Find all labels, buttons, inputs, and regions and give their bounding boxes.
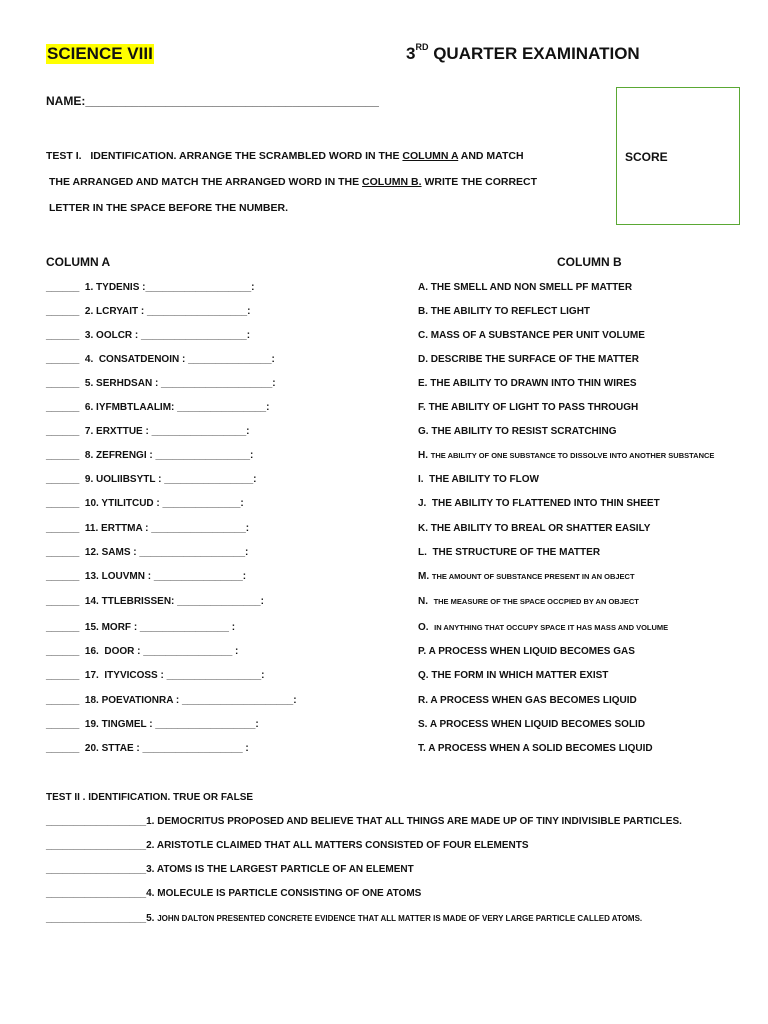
column-a-item[interactable]: ______ 16. DOOR : ________________ : — [46, 646, 239, 657]
column-b-text: A PROCESS WHEN LIQUID BECOMES SOLID — [429, 719, 646, 730]
answer-blank[interactable]: __________________ — [46, 864, 147, 875]
exam-title-text: QUARTER EXAMINATION — [428, 44, 640, 63]
score-label: SCORE — [625, 150, 668, 164]
column-b-text: THE ABILITY TO FLATTENED INTO THIN SHEET — [431, 498, 660, 509]
column-a-item[interactable]: ______ 9. UOLIIBSYTL : ________________: — [46, 474, 257, 485]
column-a-item[interactable]: ______ 11. ERTTMA : _________________: — [46, 523, 250, 534]
column-b-letter: L. — [418, 547, 433, 558]
column-b-item — [418, 330, 645, 341]
item-number: 5. — [146, 913, 158, 924]
test1-instruction-line3: LETTER IN THE SPACE BEFORE THE NUMBER. — [49, 202, 288, 214]
column-a-item[interactable]: ______ 15. MORF : ________________ : — [46, 622, 236, 633]
column-a-item[interactable]: ______ 13. LOUVMN : ________________: — [46, 571, 247, 582]
column-a-item[interactable]: ______ 17. ITYVICOSS : _________________: — [46, 670, 265, 681]
true-false-item — [46, 888, 421, 899]
column-b-item — [418, 282, 632, 293]
column-b-letter: B. — [418, 306, 431, 317]
column-b-text: MASS OF A SUBSTANCE PER UNIT VOLUME — [430, 330, 645, 341]
column-b-letter: N. — [418, 596, 434, 607]
column-a-item[interactable]: ______ 4. CONSATDENOIN : _______________: — [46, 354, 275, 365]
column-a-item[interactable]: ______ 1. TYDENIS :___________________: — [46, 282, 255, 293]
item-number: 4. — [146, 888, 158, 899]
column-b-letter: P. — [418, 646, 429, 657]
column-b-item — [418, 523, 650, 534]
column-b-item — [418, 646, 635, 657]
column-b-letter: O. — [418, 622, 435, 633]
column-b-letter: T. — [418, 743, 429, 754]
column-b-letter: D. — [418, 354, 431, 365]
column-b-text: THE STRUCTURE OF THE MATTER — [432, 547, 601, 558]
name-field[interactable]: NAME:____________________________________________ — [46, 94, 379, 108]
column-b-text: THE ABILITY TO DRAWN INTO THIN WIRES — [430, 378, 637, 389]
column-b-item — [418, 378, 637, 389]
answer-blank[interactable]: __________________ — [46, 840, 147, 851]
column-b-item — [418, 498, 660, 509]
column-b-letter: H. — [418, 450, 431, 461]
column-b-letter: G. — [418, 426, 432, 437]
column-b-letter: S. — [418, 719, 430, 730]
answer-blank[interactable]: __________________ — [46, 816, 147, 827]
column-b-item — [418, 354, 639, 365]
true-false-item — [46, 864, 414, 875]
statement-text: ATOMS IS THE LARGEST PARTICLE OF AN ELEMENT — [156, 864, 414, 875]
column-b-item — [418, 719, 645, 730]
column-b-text: THE MEASURE OF THE SPACE OCCPIED BY AN OBJECT — [433, 597, 639, 606]
column-b-item — [418, 402, 638, 413]
statement-text: DEMOCRITUS PROPOSED AND BELIEVE THAT ALL THINGS ARE MADE UP OF TINY INDIVISIBLE PARTICLES. — [157, 816, 682, 827]
column-b-text: IN ANYTHING THAT OCCUPY SPACE IT HAS MASS AND VOLUME — [434, 623, 669, 632]
column-b-letter: I. — [418, 474, 430, 485]
score-box[interactable] — [616, 87, 740, 225]
column-b-item — [418, 743, 653, 754]
column-b-item — [418, 622, 668, 633]
exam-title — [406, 44, 640, 64]
column-a-item[interactable]: ______ 12. SAMS : ___________________: — [46, 547, 249, 558]
statement-text: ARISTOTLE CLAIMED THAT ALL MATTERS CONSISTED OF FOUR ELEMENTS — [156, 840, 529, 851]
column-b-item — [418, 450, 714, 461]
item-number: 1. — [146, 816, 158, 827]
answer-blank[interactable]: __________________ — [46, 888, 147, 899]
column-a-item[interactable]: ______ 19. TINGMEL : __________________: — [46, 719, 259, 730]
exam-title-number: 3 — [406, 44, 416, 63]
column-b-text: THE FORM IN WHICH MATTER EXIST — [431, 670, 609, 681]
column-b-text: THE AMOUNT OF SUBSTANCE PRESENT IN AN OBJECT — [431, 572, 635, 581]
column-a-item[interactable]: ______ 20. STTAE : __________________ : — [46, 743, 249, 754]
test2-heading: TEST II . IDENTIFICATION. TRUE OR FALSE — [46, 792, 254, 803]
column-a-header: COLUMN A — [46, 255, 111, 269]
column-a-item[interactable]: ______ 14. TTLEBRISSEN: _______________: — [46, 596, 264, 607]
column-a-item[interactable]: ______ 2. LCRYAIT : __________________: — [46, 306, 251, 317]
column-b-letter: R. — [418, 695, 431, 706]
column-b-text: THE ABILITY OF ONE SUBSTANCE TO DISSOLVE INTO ANOTHER SUBSTANCE — [430, 451, 715, 460]
column-a-item[interactable]: ______ 10. YTILITCUD : ______________: — [46, 498, 244, 509]
column-b-letter: F. — [418, 402, 429, 413]
column-b-item — [418, 571, 635, 582]
subject-title: SCIENCE VIII — [47, 44, 153, 63]
column-a-item[interactable]: ______ 5. SERHDSAN : ____________________: — [46, 378, 276, 389]
column-b-text: THE ABILITY TO RESIST SCRATCHING — [431, 426, 617, 437]
column-b-letter: E. — [418, 378, 431, 389]
column-b-text: THE ABILITY TO REFLECT LIGHT — [430, 306, 591, 317]
column-a-item[interactable]: ______ 3. OOLCR : ___________________: — [46, 330, 251, 341]
answer-blank[interactable]: __________________ — [46, 913, 147, 924]
column-b-text: A PROCESS WHEN LIQUID BECOMES GAS — [428, 646, 635, 657]
column-b-item — [418, 426, 617, 437]
column-b-text: THE ABILITY TO FLOW — [429, 474, 539, 485]
column-b-text: THE ABILITY TO BREAL OR SHATTER EASILY — [430, 523, 651, 534]
column-b-header: COLUMN B — [557, 255, 622, 269]
item-number: 3. — [146, 864, 157, 875]
true-false-item — [46, 816, 682, 827]
column-b-item — [418, 670, 608, 681]
item-number: 2. — [146, 840, 157, 851]
test1-instruction-line1: TEST I. IDENTIFICATION. ARRANGE THE SCRAMBLED WORD IN THE COLUMN A AND MATCH — [46, 150, 524, 162]
column-b-text: THE SMELL AND NON SMELL PF MATTER — [430, 282, 633, 293]
column-b-item — [418, 547, 600, 558]
column-b-item — [418, 596, 639, 607]
column-b-text: DESCRIBE THE SURFACE OF THE MATTER — [430, 354, 639, 365]
column-b-text: A PROCESS WHEN A SOLID BECOMES LIQUID — [428, 743, 653, 754]
true-false-item — [46, 913, 642, 924]
column-b-text: A PROCESS WHEN GAS BECOMES LIQUID — [430, 695, 637, 706]
column-b-letter: J. — [418, 498, 432, 509]
statement-text: MOLECULE IS PARTICLE CONSISTING OF ONE ATOMS — [157, 888, 422, 899]
column-b-letter: A. — [418, 282, 431, 293]
column-a-item[interactable]: ______ 7. ERXTTUE : _________________: — [46, 426, 250, 437]
true-false-item — [46, 840, 529, 851]
column-b-letter: C. — [418, 330, 431, 341]
column-a-item[interactable]: ______ 18. POEVATIONRA : ____________________: — [46, 695, 297, 706]
column-b-item — [418, 306, 590, 317]
column-b-letter: M. — [418, 571, 432, 582]
exam-title-ordinal: RD — [415, 42, 429, 52]
column-a-item[interactable]: ______ 8. ZEFRENGI : _________________: — [46, 450, 254, 461]
statement-text: JOHN DALTON PRESENTED CONCRETE EVIDENCE THAT ALL MATTER IS MADE OF VERY LARGE PARTICLE CALLED ATOMS. — [157, 914, 643, 923]
column-b-item — [418, 474, 539, 485]
column-b-item — [418, 695, 637, 706]
test1-instruction-line2: THE ARRANGED AND MATCH THE ARRANGED WORD IN THE COLUMN B. WRITE THE CORRECT — [49, 176, 538, 188]
column-b-text: THE ABILITY OF LIGHT TO PASS THROUGH — [428, 402, 639, 413]
column-b-letter: K. — [418, 523, 431, 534]
column-a-item[interactable]: ______ 6. IYFMBTLAALIM: ________________: — [46, 402, 270, 413]
column-b-letter: Q. — [418, 670, 432, 681]
